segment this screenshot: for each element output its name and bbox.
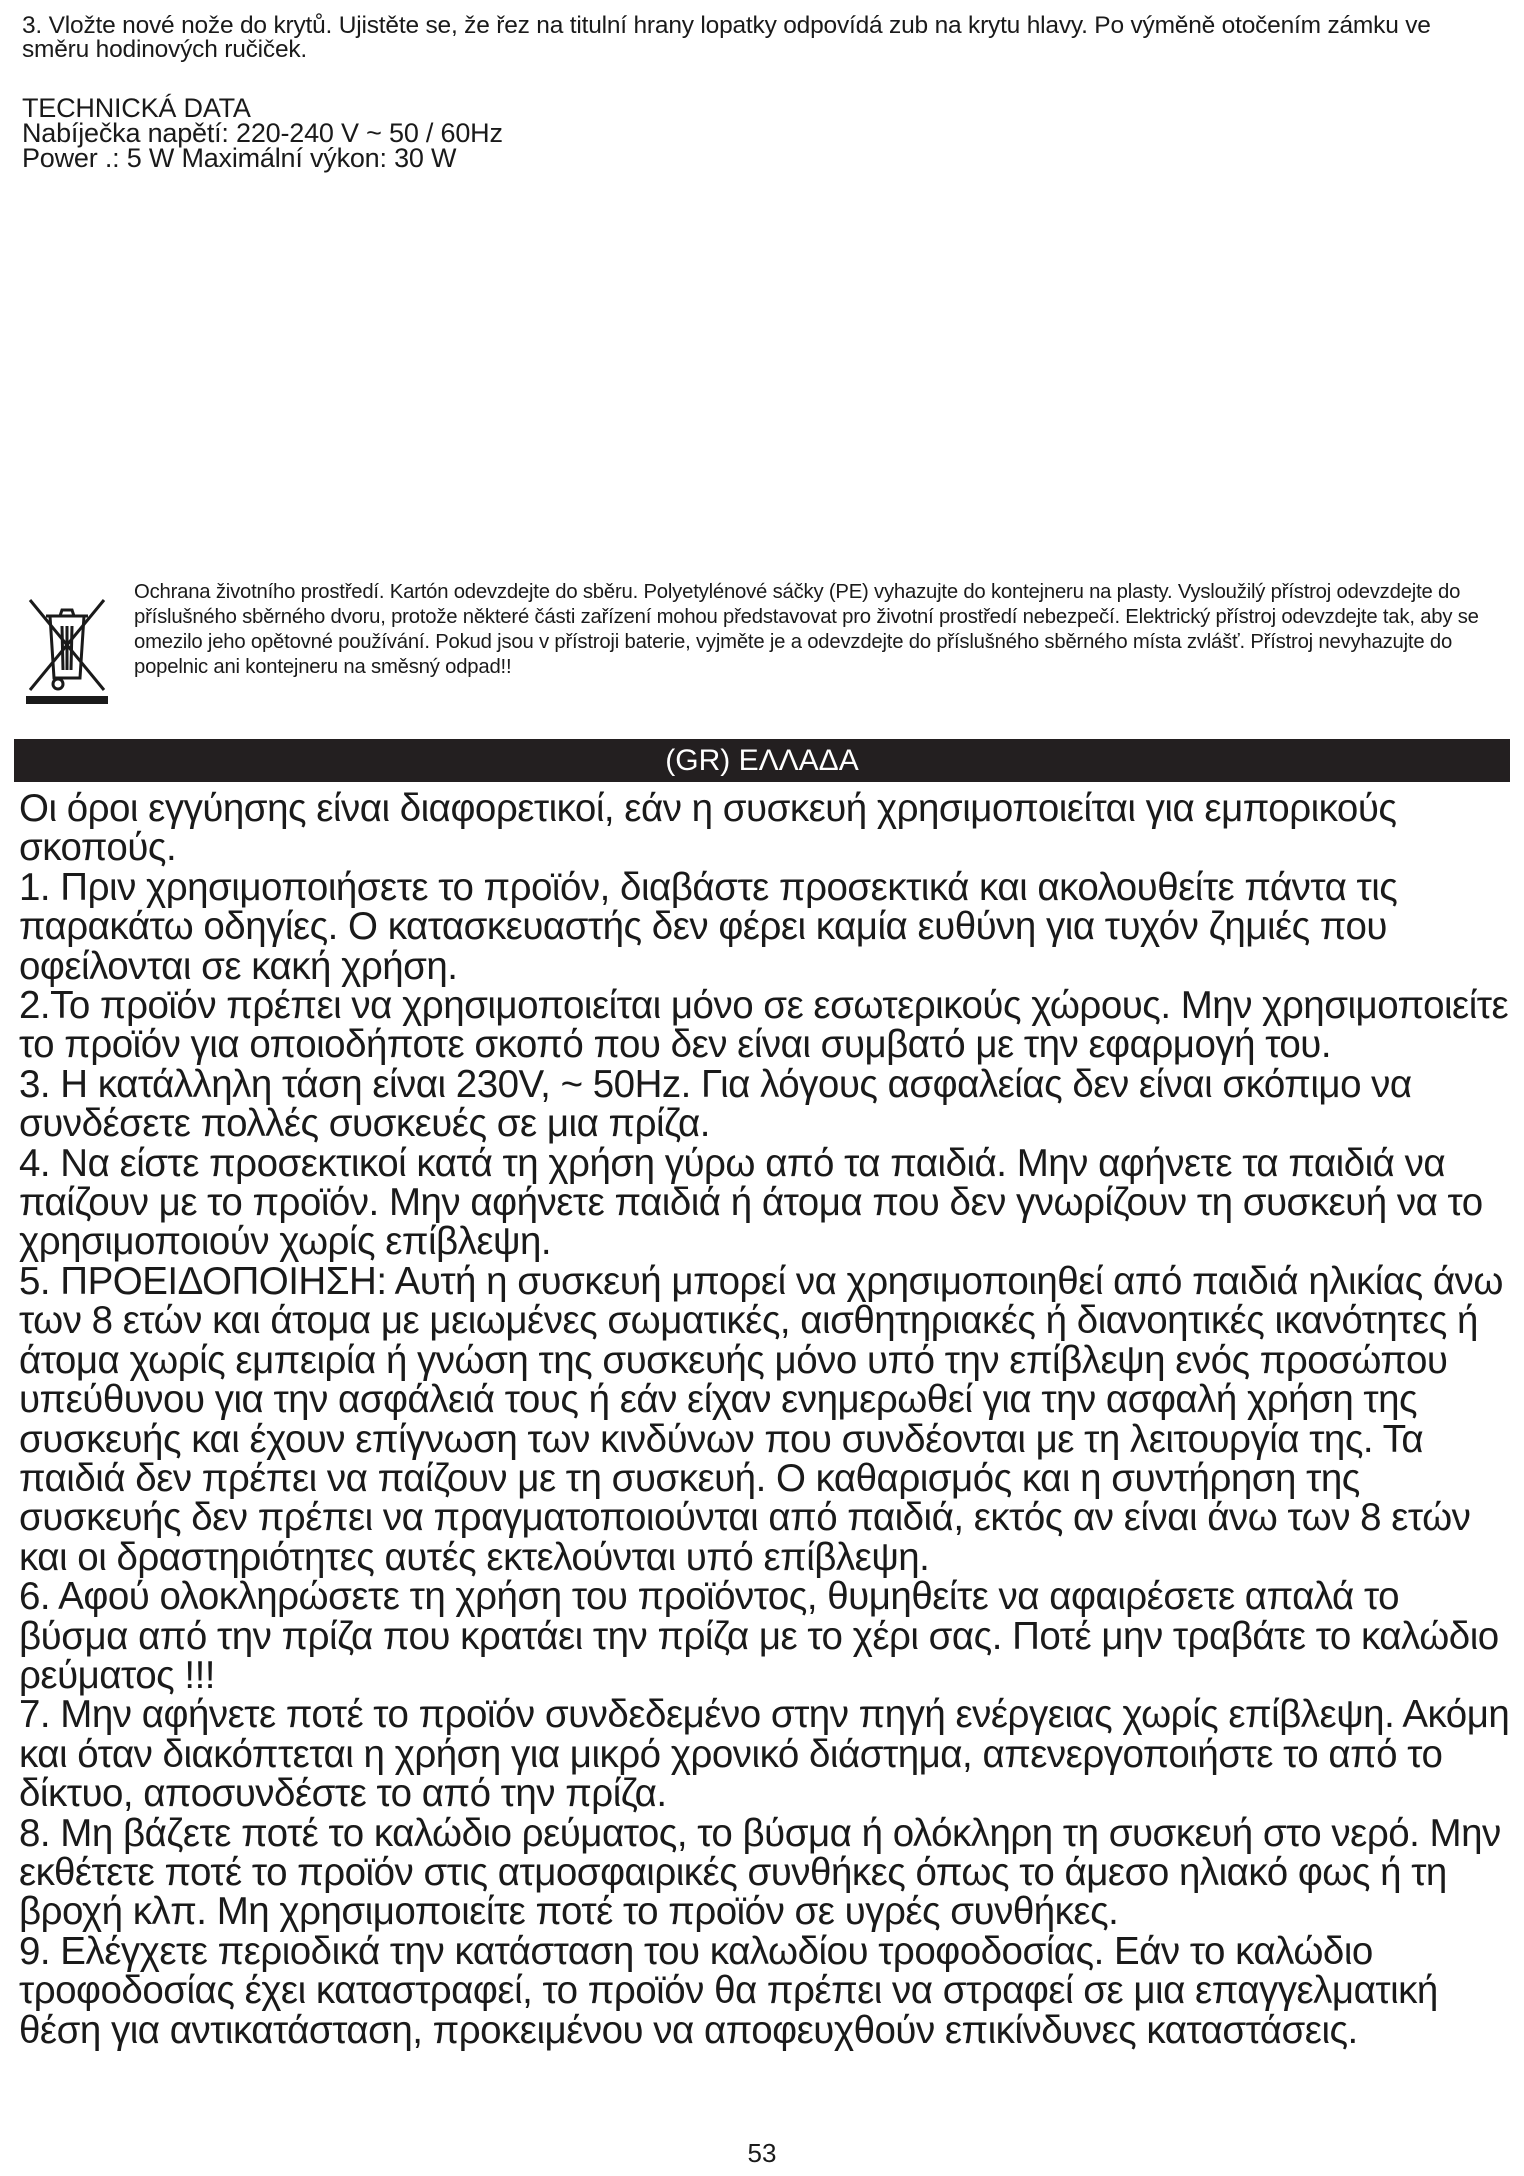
technical-data bbox=[22, 93, 1502, 173]
greek-item-7: 7. Μην αφήνετε ποτέ το προϊόν συνδεδεμένο στην πηγή ενέργειας χωρίς επίβλεψη. Ακόμη και όταν διακόπτεται η χρήση για μικρό χρονικό διάστημα, απενεργοποιήστε το από το δίκτυο, αποσυνδέστε το από την πρίζα. bbox=[19, 1693, 1510, 1816]
charger-voltage: Nabíječka napětí: 220-240 V ~ 50 / 60Hz bbox=[22, 118, 503, 148]
technical-data-title: TECHNICKÁ DATA bbox=[22, 93, 251, 123]
crossed-out-wheelie-bin-icon bbox=[22, 586, 112, 706]
greek-item-3: 3. Η κατάλληλη τάση είναι 230V, ~ 50Hz. Για λόγους ασφαλείας δεν είναι σκόπιμο να συνδέσετε πολλές συσκευές σε μια πρίζα. bbox=[19, 1062, 1412, 1146]
greek-item-9: 9. Ελέγχετε περιοδικά την κατάσταση του καλωδίου τροφοδοσίας. Εάν το καλώδιο τροφοδοσίας έχει καταστραφεί, το προϊόν θα πρέπει να στραφεί σε μια επαγγελματική θέση για αντικατάσταση, προκειμένου να αποφευχθούν επικίνδυνες καταστάσεις. bbox=[19, 1929, 1438, 2052]
greek-instructions bbox=[19, 789, 1511, 2050]
greek-item-5: 5. ΠΡΟΕΙΔΟΠΟΙΗΣΗ: Αυτή η συσκευή μπορεί να χρησιμοποιηθεί από παιδιά ηλικίας άνω των 8 ετών και άτομα με μειωμένες σωματικές, αισθητηριακές ή διανοητικές ικανότητες ή άτομα χωρίς εμπειρία ή γνώση της συσκευής μόνο υπό την επίβλεψη ενός προσώπου υπεύθυνου για την ασφάλειά τους ή εάν είχαν ενημερωθεί για την ασφαλή χρήση της συσκευής και έχουν επίγνωση των κινδύνων που συνδέονται με τη λειτουργία της. Τα παιδιά δεν πρέπει να παίζουν με τη συσκευή. Ο καθαρισμός και η συντήρηση της συσκευής δεν πρέπει να πραγματοποιούνται από παιδιά, εκτός αν είναι άνω των 8 ετών και οι δραστηριότητες αυτές εκτελούνται υπό επίβλεψη. bbox=[19, 1259, 1503, 1579]
czech-step-3: 3. Vložte nové nože do krytů. Ujistěte se, že řez na titulní hrany lopatky odpovídá zub na krytu hlavy. Po výměně otočením zámku ve směru hodinových ručiček. bbox=[22, 12, 1431, 63]
greek-item-2: 2.Το προϊόν πρέπει να χρησιμοποιείται μόνο σε εσωτερικούς χώρους. Μην χρησιμοποιείτε το προϊόν για οποιοδήποτε σκοπό που δεν είναι συμβατό με την εφαρμογή του. bbox=[19, 984, 1509, 1067]
environment-text: Ochrana životního prostředí. Kartón odevzdejte do sběru. Polyetylénové sáčky (PE) vyhazujte do kontejneru na plasty. Vysloužilý přístroj odevzdejte do příslušného sběrného dvoru, protože některé části zařízení mohou představovat pro životní prostředí nebezpečí. Elektrický přístroj odevzdejte tak, aby se omezilo jeho opětovné používání. Pokud jsou v přístroji baterie, vyjměte je a odevzdejte do příslušného sběrného místa zvlášť. Přístroj nevyhazujte do popelnic ani kontejneru na směsný odpad!! bbox=[134, 581, 1479, 678]
section-header-greece: (GR) ΕΛΛΑΔΑ bbox=[14, 739, 1510, 782]
weee-icon-container bbox=[22, 580, 114, 680]
czech-instructions bbox=[22, 14, 1502, 171]
greek-item-6: 6. Αφού ολοκληρώσετε τη χρήση του προϊόντος, θυμηθείτε να αφαιρέσετε απαλά το βύσμα από την πρίζα που κρατάει την πρίζα με το χέρι σας. Ποτέ μην τραβάτε το καλώδιο ρεύματος !!! bbox=[19, 1575, 1499, 1697]
greek-item-8: 8. Μη βάζετε ποτέ το καλώδιο ρεύματος, το βύσμα ή ολόκληρη τη συσκευή στο νερό. Μην εκθέτετε ποτέ το προϊόν στις ατμοσφαιρικές συνθήκες όπως το άμεσο ηλιακό φως ή τη βροχή κλπ. Μη χρησιμοποιείτε ποτέ το προϊόν σε υγρές συνθήκες. bbox=[19, 1811, 1501, 1934]
power-rating: Power .: 5 W Maximální výkon: 30 W bbox=[22, 143, 457, 173]
greek-warranty: Οι όροι εγγύησης είναι διαφορετικοί, εάν η συσκευή χρησιμοποιείται για εμπορικούς σκοπούς. bbox=[19, 787, 1397, 870]
page-number: 53 bbox=[747, 2138, 777, 2168]
greek-item-4: 4. Να είστε προσεκτικοί κατά τη χρήση γύρω από τα παιδιά. Μην αφήνετε τα παιδιά να παίζουν με το προϊόν. Μην αφήνετε παιδιά ή άτομα που δεν γνωρίζουν τη συσκευή να το χρησιμοποιούν χωρίς επίβλεψη. bbox=[19, 1141, 1483, 1264]
greek-item-1: 1. Πριν χρησιμοποιήσετε το προϊόν, διαβάστε προσεκτικά και ακολουθείτε πάντα τις παρακάτω οδηγίες. Ο κατασκευαστής δεν φέρει καμία ευθύνη για τυχόν ζημιές που οφείλονται σε κακή χρήση. bbox=[19, 865, 1398, 988]
environment-notice bbox=[22, 580, 1502, 680]
